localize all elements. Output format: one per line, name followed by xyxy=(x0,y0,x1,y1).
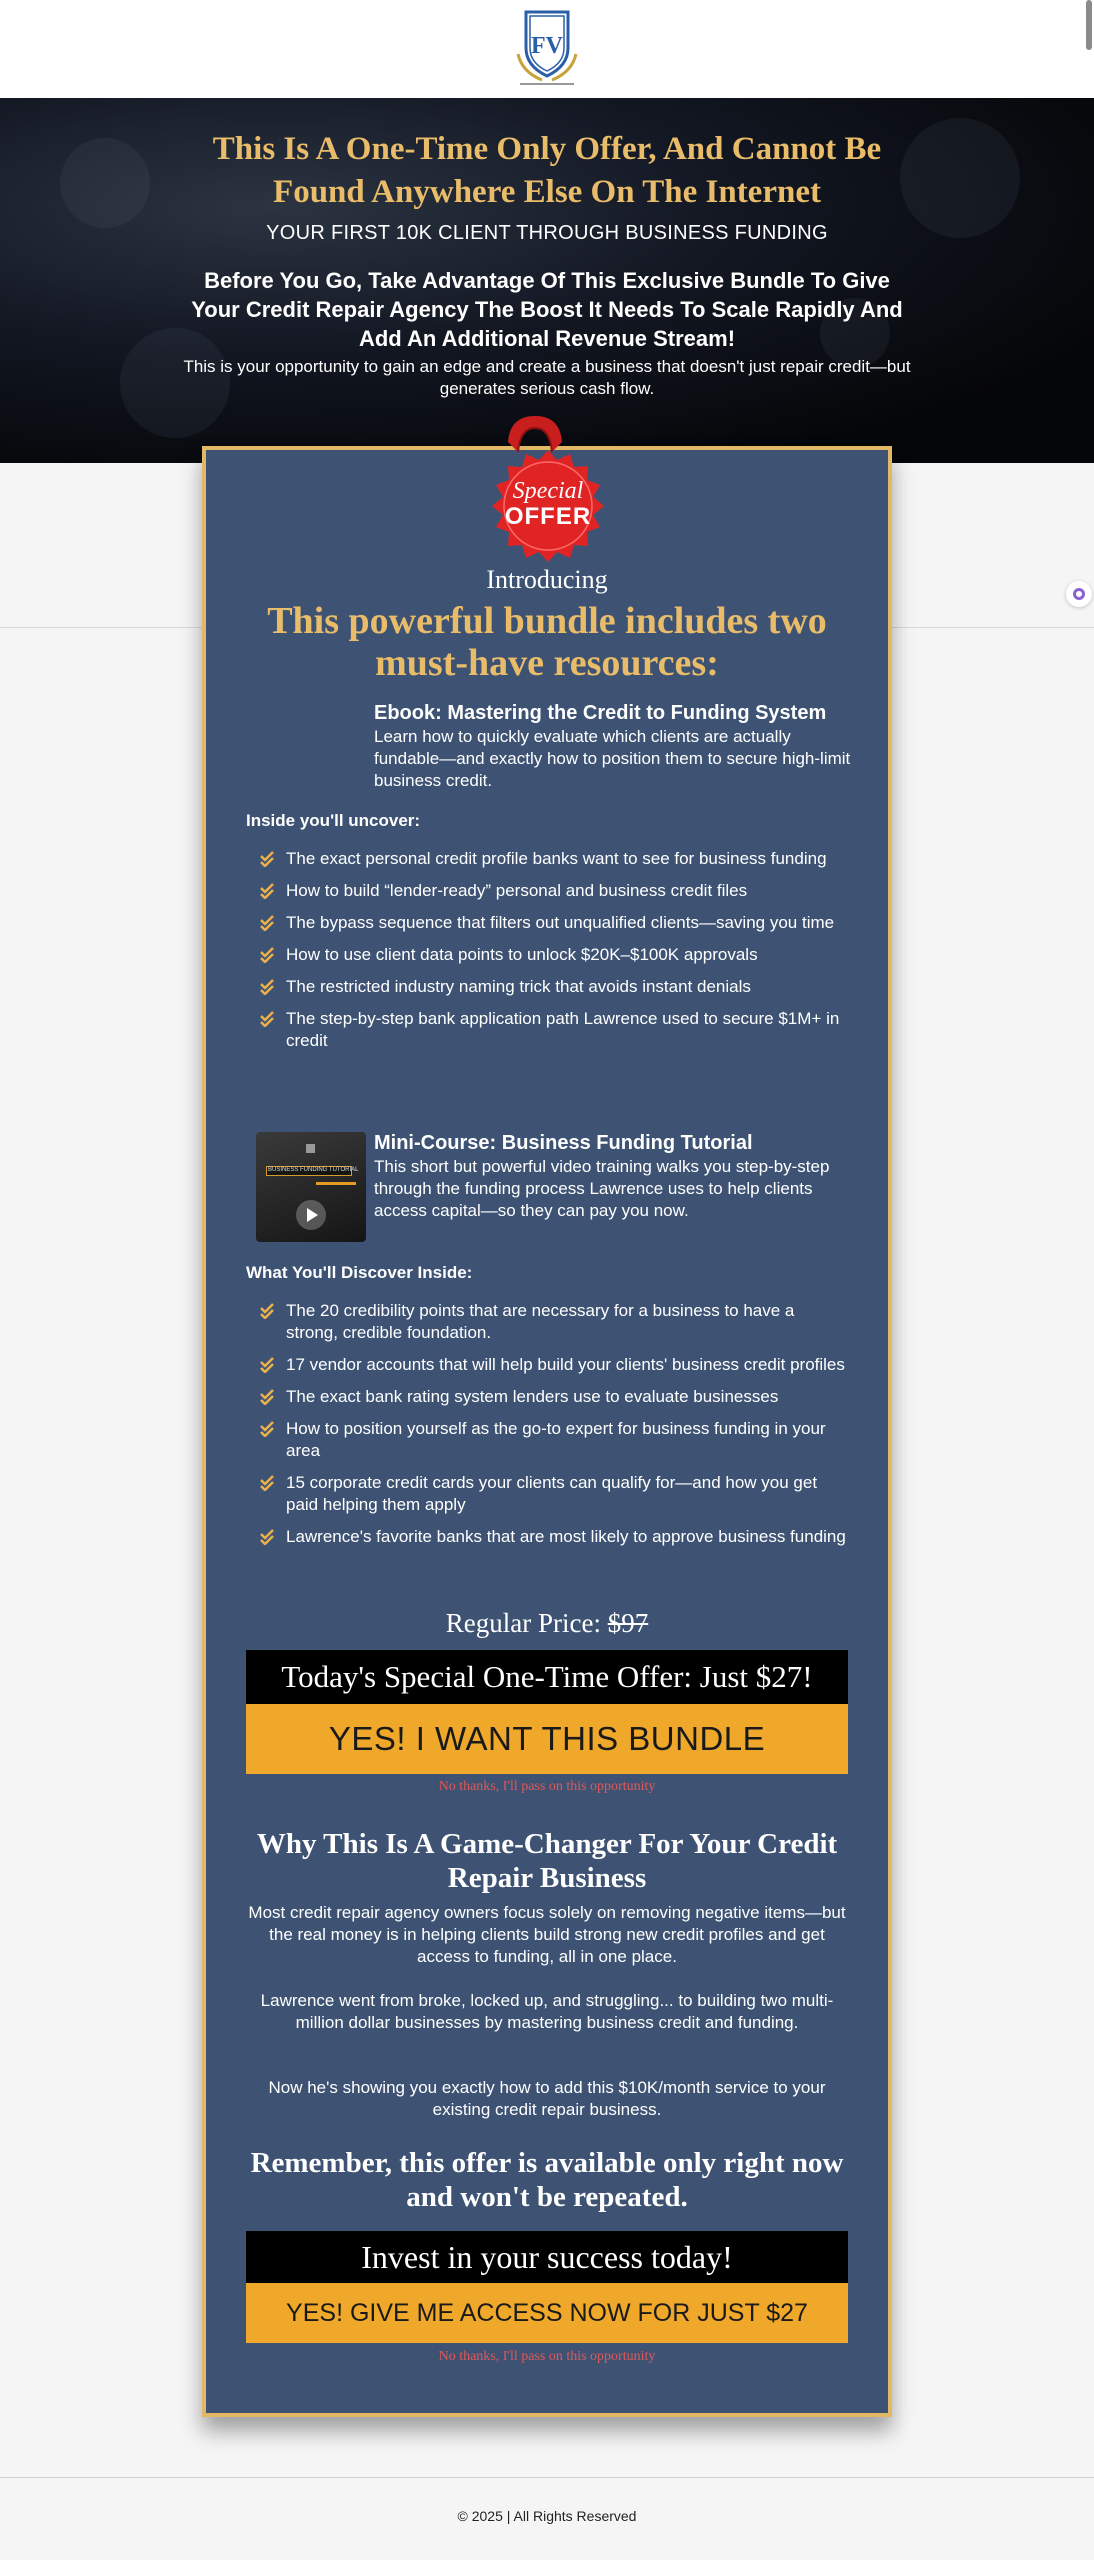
course-bullet-list xyxy=(260,1300,850,1558)
bullet-text: The 20 credibility points that are necessary for a business to have a strong, credible foundation. xyxy=(286,1301,795,1342)
check-icon xyxy=(260,979,278,995)
list-item xyxy=(260,1300,850,1344)
widget-icon xyxy=(1073,588,1085,600)
remember-text: Remember, this offer is available only right now and won't be repeated. xyxy=(250,2147,844,2213)
bullet-text: The exact personal credit profile banks want to see for business funding xyxy=(286,849,827,868)
course-section-label: What You'll Discover Inside: xyxy=(246,1263,473,1282)
list-item xyxy=(260,944,850,966)
bullet-text: How to use client data points to unlock $20K–$100K approvals xyxy=(286,945,758,964)
regular-price xyxy=(202,1608,892,1639)
list-item xyxy=(260,880,850,902)
regular-price-label: Regular Price: xyxy=(445,1608,601,1638)
ebook-title: Ebook: Mastering the Credit to Funding System xyxy=(374,702,827,724)
regular-price-value: $97 xyxy=(607,1608,649,1638)
list-item xyxy=(260,1386,850,1408)
hero-bold-text: Before You Go, Take Advantage Of This Exclusive Bundle To Give Your Credit Repair Agency The Boost It Needs To Scale Rapidly And Add An Additional Revenue Stream! xyxy=(191,268,903,351)
footer-copyright: © 2025 | All Rights Reserved xyxy=(457,2508,637,2524)
bullet-text: How to build “lender-ready” personal and business credit files xyxy=(286,881,748,900)
video-thumbnail[interactable] xyxy=(256,1132,366,1242)
course-title: Mini-Course: Business Funding Tutorial xyxy=(374,1132,753,1154)
bundle-title: This powerful bundle includes two must-have resources: xyxy=(267,600,827,684)
badge-text-offer: OFFER xyxy=(504,503,592,530)
play-icon[interactable] xyxy=(296,1200,326,1230)
ebook-bullet-list xyxy=(260,848,850,1062)
fvi-shield-logo-icon[interactable] xyxy=(504,6,590,90)
bullet-text: Lawrence's favorite banks that are most likely to approve business funding xyxy=(286,1527,846,1546)
check-icon xyxy=(260,1389,278,1405)
bullet-text: 17 vendor accounts that will help build your clients' business credit profiles xyxy=(286,1355,845,1374)
bullet-text: The exact bank rating system lenders use to evaluate businesses xyxy=(286,1387,779,1406)
invest-bar: Invest in your success today! xyxy=(246,2231,848,2283)
check-icon xyxy=(260,1475,278,1491)
buy-bundle-button[interactable]: YES! I WANT THIS BUNDLE xyxy=(246,1704,848,1774)
scrollbar-thumb[interactable] xyxy=(1086,0,1092,50)
why-paragraph: Lawrence went from broke, locked up, and struggling... to building two multi-million dollar businesses by mastering business credit and funding. xyxy=(260,1991,834,2032)
bullet-text: 15 corporate credit cards your clients can qualify for—and how you get paid helping them apply xyxy=(286,1473,818,1514)
list-item xyxy=(260,1472,850,1516)
check-icon xyxy=(260,1011,278,1027)
footer-divider xyxy=(0,2477,1094,2478)
check-icon xyxy=(260,1357,278,1373)
hero-section xyxy=(0,98,1094,463)
why-paragraph: Now he's showing you exactly how to add this $10K/month service to your existing credit repair business. xyxy=(268,2078,826,2119)
bullet-text: How to position yourself as the go-to expert for business funding in your area xyxy=(286,1419,826,1460)
list-item xyxy=(260,976,850,998)
check-icon xyxy=(260,1421,278,1437)
hero-body-text: This is your opportunity to gain an edge and create a business that doesn't just repair credit—but generates serious cash flow. xyxy=(183,357,911,398)
bullet-text: The step-by-step bank application path Lawrence used to secure $1M+ in credit xyxy=(286,1009,840,1050)
course-description: This short but powerful video training walks you step-by-step through the funding process Lawrence uses to help clients access capital—so they can pay you now. xyxy=(374,1157,830,1220)
decline-link[interactable]: No thanks, I'll pass on this opportunity xyxy=(438,1779,656,1794)
get-access-button[interactable]: YES! GIVE ME ACCESS NOW FOR JUST $27 xyxy=(246,2283,848,2343)
thumbnail-caption: BUSINESS FUNDING TUTORIAL xyxy=(268,1167,359,1173)
check-icon xyxy=(260,947,278,963)
svg-text:FV: FV xyxy=(531,33,563,59)
bullet-text: The restricted industry naming trick that avoids instant denials xyxy=(286,977,751,996)
decline-link-bottom[interactable]: No thanks, I'll pass on this opportunity xyxy=(438,2349,656,2364)
list-item xyxy=(260,848,850,870)
list-item xyxy=(260,1008,850,1052)
check-icon xyxy=(260,851,278,867)
why-paragraph: Most credit repair agency owners focus solely on removing negative items—but the real money is in helping clients build strong new credit profiles and get access to funding, all in one place. xyxy=(248,1903,846,1966)
hero-title: This Is A One-Time Only Offer, And Cannot Be Found Anywhere Else On The Internet xyxy=(212,131,882,210)
special-offer-bar: Today's Special One-Time Offer: Just $27! xyxy=(246,1650,848,1704)
list-item xyxy=(260,1526,850,1548)
check-icon xyxy=(260,1529,278,1545)
check-icon xyxy=(260,883,278,899)
list-item xyxy=(260,1354,850,1376)
introducing-label: Introducing xyxy=(486,565,608,594)
hero-subtitle: YOUR FIRST 10K CLIENT THROUGH BUSINESS FUNDING xyxy=(266,222,828,244)
bullet-text: The bypass sequence that filters out unqualified clients—saving you time xyxy=(286,913,835,932)
check-icon xyxy=(260,915,278,931)
ebook-description: Learn how to quickly evaluate which clients are actually fundable—and exactly how to position them to secure high-limit business credit. xyxy=(374,727,851,790)
badge-text-special: Special xyxy=(512,478,584,504)
ebook-section-label: Inside you'll uncover: xyxy=(246,811,421,830)
top-header xyxy=(0,0,1094,98)
check-icon xyxy=(260,1303,278,1319)
thumbnail-logo-icon xyxy=(306,1144,315,1153)
chat-widget-button[interactable] xyxy=(1066,581,1092,607)
list-item xyxy=(260,1418,850,1462)
why-title: Why This Is A Game-Changer For Your Credit Repair Business xyxy=(256,1828,838,1894)
thumbnail-accent xyxy=(316,1182,356,1185)
list-item xyxy=(260,912,850,934)
